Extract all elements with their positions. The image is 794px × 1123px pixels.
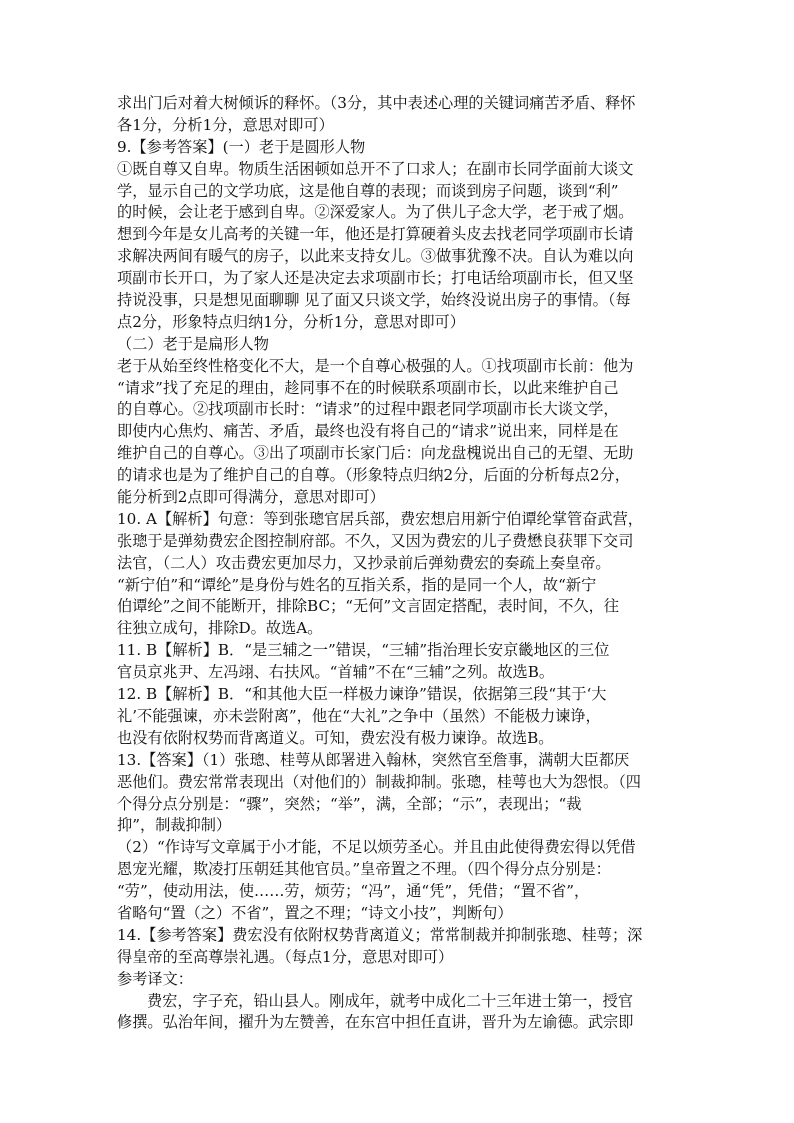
translation-heading: 参考译文：: [117, 969, 193, 988]
document-body: [117, 93, 682, 1034]
text-line: 恶他们。费宏常常表现出（对他们的）制裁抑制。张璁，桂萼也大为怨恨。（四: [117, 772, 641, 791]
text-line: 即使内心焦灼、痛苦、矛盾，最终也没有将自己的“请求”说出来，同样是在: [117, 422, 619, 441]
text-line: （2）“作诗写文章属于小才能，不足以烦劳圣心。并且由此使得费宏得以凭借: [117, 838, 636, 857]
text-line: 伯谭纶”之间不能断开，排除BC；“无何”文言固定搭配，表时间，不久，往: [117, 597, 619, 616]
text-line: 修撰。弘治年间，擢升为左赞善，在东宫中担任直讲，晋升为左谕德。武宗即: [117, 1013, 634, 1032]
text-line: 得皇帝的至高尊崇礼遇。（每点1分，意思对即可）: [117, 947, 454, 966]
text-line: 往独立成句，排除D。故选A。: [117, 619, 323, 638]
text-line: 的自尊心。②找项副市长时：“请求”的过程中跟老同学项副市长大谈文学，: [117, 400, 619, 419]
text-line: 法官，（二人）攻击费宏更加尽力，又抄录前后弹劾费宏的奏疏上奏皇帝。: [117, 553, 611, 572]
text-line: 想到今年是女儿高考的关键一年，他还是打算硬着头皮去找老同学项副市长请: [117, 225, 634, 244]
text-line: 费宏，字子充，铅山县人。刚成年，就考中成化二十三年进士第一，授官: [147, 991, 633, 1010]
text-line: “新宁伯”和“谭纶”是身份与姓名的互指关系，指的是同一个人，故“新宁: [117, 575, 597, 594]
text-line: “劳”，使动用法，使……劳，烦劳；“冯”，通“凭”，凭借；“置不省”，: [117, 882, 590, 901]
answer-12-heading: 12. B【解析】B．“和其他大臣一样极力谏诤”错误，依据第三段“其于‘大: [117, 685, 607, 704]
answer-9-heading: 9.【参考答案】(一）老于是圆形人物: [117, 137, 366, 156]
text-line: 求解决两间有暖气的房子，以此来支持女儿。③做事犹豫不决。自认为难以向: [117, 247, 634, 266]
text-line: 的请求也是为了维护自己的自尊。（形象特点归纳2分，后面的分析每点2分，: [117, 466, 630, 485]
text-line: 能分析到2点即可得满分，意思对即可）: [117, 488, 385, 507]
text-line: 个得分点分别是：“骤”，突然；“举”，满，全部；“示”，表现出；“裁: [117, 794, 582, 813]
text-line: 官员京兆尹、左冯翊、右扶风。“首辅”不在“三辅”之列。故选B。: [117, 663, 555, 682]
text-line: 学，显示自己的文学功底，这是他自尊的表现；而谈到房子问题，谈到“利”: [117, 181, 619, 200]
text-line: 礼’不能强谏，亦未尝附离”，他在“大礼”之争中（虽然）不能极力谏诤，: [117, 706, 601, 725]
answer-13-heading: 13.【答案】（1）张璁、桂萼从郎署进入翰林，突然官至詹事，满朝大臣都厌: [117, 750, 630, 769]
text-line: 张璁于是弹劾费宏企图控制府部。不久，又因为费宏的儿子费懋良获罪下交司: [117, 531, 634, 550]
text-line: 省略句“置（之）不省”，置之不理；“诗文小技”，判断句）: [117, 903, 513, 922]
text-line: 持说没事，只是想见面聊聊 见了面又只谈文学，始终没说出房子的事情。（每: [117, 291, 631, 310]
text-line: 老于从始至终性格变化不大，是一个自尊心极强的人。①找项副市长前：他为: [117, 356, 634, 375]
text-line: 维护自己的自尊心。③出了项副市长家门后：向龙盘槐说出自己的无望、无助: [117, 444, 634, 463]
answer-10-heading: 10. A【解析】句意：等到张璁官居兵部，费宏想启用新宁伯谭纶掌管奋武营，: [117, 509, 643, 528]
answer-14-heading: 14.【参考答案】费宏没有依附权势背离道义；常常制裁并抑制张璁、桂萼；深: [117, 925, 643, 944]
text-line: 的时候，会让老于感到自卑。②深爱家人。为了供儿子念大学，老于戒了烟。: [117, 203, 634, 222]
section-heading: （二）老于是扁形人物: [117, 334, 269, 353]
text-line: 项副市长开口，为了家人还是决定去求项副市长；打电话给项副市长，但又坚: [117, 269, 634, 288]
text-line: 抑”，制裁抑制）: [117, 816, 232, 835]
text-line: 各1分，分析1分，意思对即可）: [117, 115, 334, 134]
text-line: 点2分，形象特点归纳1分，分析1分，意思对即可）: [117, 312, 465, 331]
text-line: 恩宠光耀，欺凌打压朝廷其他官员。”皇帝置之不理。（四个得分点分别是：: [117, 860, 611, 879]
text-line: 也没有依附权势而背离道义。可知，费宏没有极力谏诤。故选B。: [117, 728, 554, 747]
text-line: ①既自尊又自卑。物质生活困顿如总开不了口求人；在副市长同学面前大谈文: [117, 159, 634, 178]
text-line: 求出门后对着大树倾诉的释怀。（3分，其中表述心理的关键词痛苦矛盾、释怀: [117, 94, 636, 112]
text-line: “请求”找了充足的理由，趁同事不在的时候联系项副市长，以此来维护自己: [117, 378, 619, 397]
answer-11-heading: 11. B【解析】B．“是三辅之一”错误，“三辅”指治理长安京畿地区的三位: [117, 641, 610, 660]
